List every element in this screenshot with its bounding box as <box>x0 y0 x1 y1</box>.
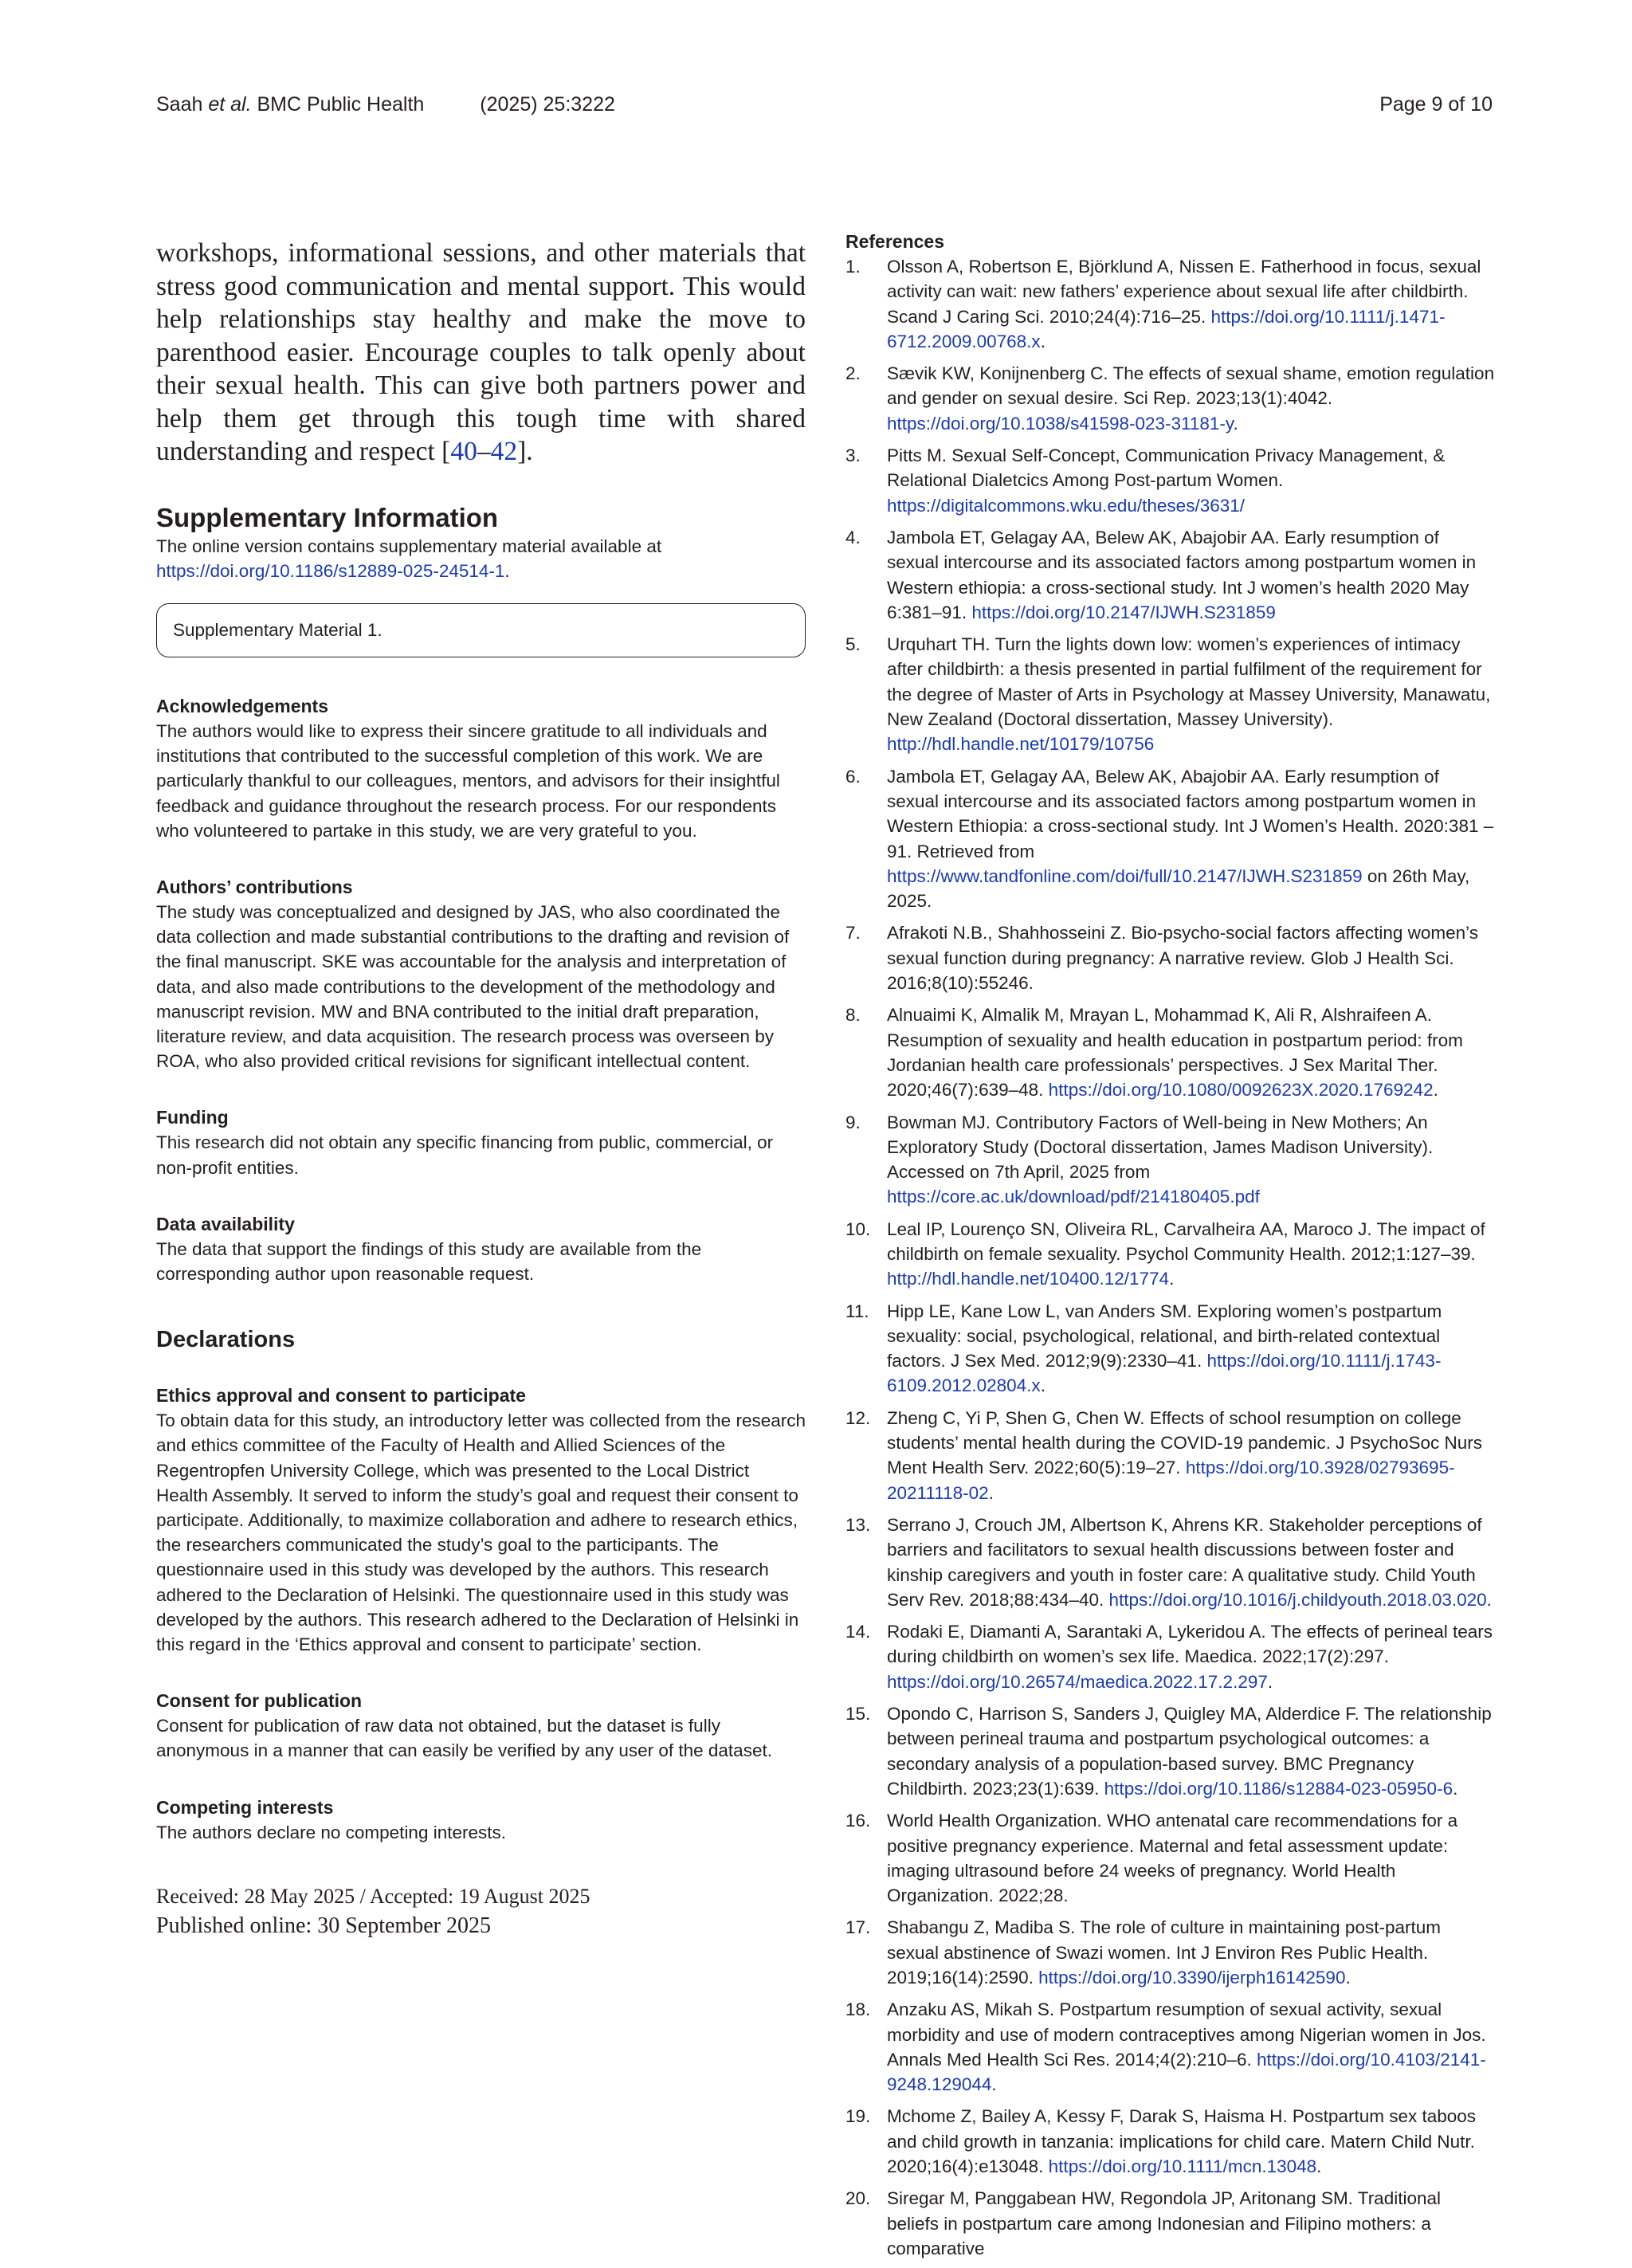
reference-citation: Jambola ET, Gelagay AA, Belew AK, Abajobir AA. Early resumption of sexual intercourse and its associated factors among postpartum women in Western ethiopia: a cross-sectional study. Int J women’s health 2020 May 6:381–91. <box>887 527 1477 622</box>
reference-number: 4. <box>845 527 861 547</box>
reference-citation: Pitts M. Sexual Self-Concept, Communication Privacy Management, & Relational Dialetcics Among Post-partum Women. <box>887 445 1446 491</box>
reference-text <box>887 1003 1495 1102</box>
funding-heading: Funding <box>156 1107 229 1128</box>
reference-item <box>845 1915 1495 1990</box>
reference-citation: Mchome Z, Bailey A, Kessy F, Darak S, Haisma H. Postpartum sex taboos and child growth in tanzania: implications for child care. Matern Child Nutr. 2020;16(4):e13048. <box>887 2106 1477 2177</box>
supplementary-text-body: The online version contains supplementary material available at <box>156 536 662 556</box>
supplementary-heading: Supplementary Information <box>156 502 499 532</box>
reference-number: 11. <box>845 1301 869 1321</box>
reference-citation: Alnuaimi K, Almalik M, Mrayan L, Mohammad K, Ali R, Alshraifeen A. Resumption of sexuality and health education in postpartum period: from Jordanian health care professionals’ perspectives. J Sex Marital Ther. 2020;46(7):639–48. <box>887 1005 1463 1101</box>
reference-text <box>887 443 1495 518</box>
reference-number: 13. <box>845 1514 871 1535</box>
reference-citation: Anzaku AS, Mikah S. Postpartum resumption of sexual activity, sexual morbidity and use of modern contraceptives among Nigerian women in Jos. Annals Med Health Sci Res. 2014;4(2):210–6. <box>887 1999 1486 2070</box>
reference-citation: Olsson A, Robertson E, Björklund A, Nissen E. Fatherhood in focus, sexual activity can wait: new fathers’ experience about sexual life after childbirth. Scand J Caring Sci. 2010;24(4):716–25. <box>887 257 1481 327</box>
reference-text <box>887 2104 1495 2179</box>
reference-item <box>845 525 1495 625</box>
contributions-text: The study was conceptualized and designed by JAS, who also coordinated the data collection and made substantial contributions to the drafting and revision of the final manuscript. SKE was accountable for the analysis and interpretation of data, and also made contributions to the development of the methodology and manuscript revision. MW and BNA contributed to the initial draft preparation, literature review, and data acquisition. The research process was overseen by ROA, who also provided critical revisions for significant intellectual content. <box>156 901 790 1072</box>
ref-link-40[interactable]: 40 <box>450 437 477 466</box>
reference-citation-end: . <box>1453 1778 1458 1799</box>
reference-citation-end: . <box>1040 331 1046 351</box>
reference-number: 5. <box>845 634 861 655</box>
reference-citation-end: . <box>1486 1589 1492 1610</box>
reference-number: 9. <box>845 1112 861 1132</box>
reference-citation: Serrano J, Crouch JM, Albertson K, Ahrens KR. Stakeholder perceptions of barriers and facilitators to sexual health discussions between foster and kinship caregivers and youth in foster care: A qualitative study. Child Youth Serv Rev. 2018;88:434–40. <box>887 1514 1482 1610</box>
reference-citation: Bowman MJ. Contributory Factors of Well-being in New Mothers; An Exploratory Study (Doctoral dissertation, James Madison University). Accessed on 7th April, 2025 from <box>887 1112 1434 1183</box>
reference-number: 8. <box>845 1005 861 1026</box>
reference-item <box>845 2186 1495 2261</box>
reference-text <box>887 920 1495 995</box>
published-date: Published online: 30 September 2025 <box>156 1913 491 1938</box>
reference-link[interactable]: https://www.tandfonline.com/doi/full/10.2147/IJWH.S231859 <box>887 865 1363 886</box>
reference-number: 18. <box>845 1999 871 2020</box>
supplementary-text-end: . <box>504 560 510 581</box>
left-column <box>156 237 806 1940</box>
reference-citation-end: . <box>1040 1375 1046 1396</box>
data-availability-heading: Data availability <box>156 1213 295 1234</box>
reference-link[interactable]: https://doi.org/10.1111/j.1471-6712.2009.00768.x <box>887 306 1446 351</box>
consent-text: Consent for publication of raw data not obtained, but the dataset is fully anonymous in a manner that can easily be verified by any user of the dataset. <box>156 1716 772 1761</box>
reference-item <box>845 920 1495 995</box>
reference-item <box>845 361 1495 436</box>
reference-link[interactable]: https://doi.org/10.1111/mcn.13048 <box>1048 2156 1317 2177</box>
contributions-heading: Authors’ contributions <box>156 876 353 897</box>
reference-citation: Leal IP, Lourenço SN, Oliveira RL, Carvalheira AA, Maroco J. The impact of childbirth on female sexuality. Psychol Community Health. 2012;1:127–39. <box>887 1218 1485 1264</box>
reference-citation-end: . <box>1233 413 1238 434</box>
consent-heading: Consent for publication <box>156 1690 363 1712</box>
reference-number: 3. <box>845 445 861 466</box>
reference-link[interactable]: https://doi.org/10.3928/02793695-20211118-02 <box>887 1458 1455 1503</box>
reference-item <box>845 443 1495 518</box>
reference-item <box>845 254 1495 354</box>
reference-number: 20. <box>845 2188 871 2209</box>
reference-item <box>845 1110 1495 1210</box>
reference-item <box>845 1997 1495 2097</box>
reference-number: 16. <box>845 1811 871 1831</box>
competing-interests-text: The authors declare no competing interests. <box>156 1822 506 1842</box>
body-paragraph <box>156 237 806 469</box>
reference-text <box>887 2186 1495 2261</box>
reference-item <box>845 1406 1495 1505</box>
reference-text <box>887 1110 1495 1210</box>
reference-item <box>845 1513 1495 1612</box>
supplementary-link[interactable]: https://doi.org/10.1186/s12889-025-24514-1 <box>156 560 505 581</box>
declarations-heading: Declarations <box>156 1327 296 1353</box>
reference-link[interactable]: http://hdl.handle.net/10400.12/1774 <box>887 1269 1170 1289</box>
reference-text <box>887 1997 1495 2097</box>
reference-link[interactable]: https://core.ac.uk/download/pdf/214180405.pdf <box>887 1187 1260 1207</box>
reference-number: 10. <box>845 1218 871 1239</box>
supplementary-text <box>156 534 806 583</box>
reference-text <box>887 1217 1495 1292</box>
reference-link[interactable]: https://doi.org/10.1038/s41598-023-31181-y <box>887 413 1234 434</box>
running-header-citation <box>156 91 615 118</box>
reference-link[interactable]: https://doi.org/10.1016/j.childyouth.2018.03.020 <box>1108 1589 1487 1610</box>
reference-text <box>887 632 1495 756</box>
ethics-text: To obtain data for this study, an introductory letter was collected from the research and ethics committee of the Faculty of Health and Allied Sciences of the Regentropfen University College, which was presented to the Local District Health Assembly. It served to inform the study’s goal and request their consent to participate. Additionally, to maximize collaboration and adhere to research ethics, the researchers communicated the study’s goal to the participants. The questionnaire used in this study was developed by the authors. This research adhered to the Declaration of Helsinki. The questionnaire used in this study was developed by the authors. This research adhered to the Declaration of Helsinki in this regard in the ‘Ethics approval and consent to participate’ section. <box>156 1411 806 1654</box>
reference-citation: Jambola ET, Gelagay AA, Belew AK, Abajobir AA. Early resumption of sexual intercourse and its associated factors among postpartum women in Western Ethiopia: a cross-sectional study. Int J Women’s Health. 2020:381 – 91. Retrieved from <box>887 766 1494 861</box>
ref-dash: – <box>477 437 491 466</box>
reference-link[interactable]: https://doi.org/10.4103/2141-9248.129044 <box>887 2049 1486 2095</box>
header-authors: Saah <box>156 93 209 116</box>
reference-item <box>845 632 1495 756</box>
reference-citation: Sævik KW, Konijnenberg C. The effects of sexual shame, emotion regulation and gender on sexual desire. Sci Rep. 2023;13(1):4042. <box>887 363 1495 409</box>
reference-citation-end: . <box>1316 2156 1322 2177</box>
reference-citation-end: . <box>988 1482 994 1503</box>
reference-citation: Hipp LE, Kane Low L, van Anders SM. Exploring women’s postpartum sexuality: social, psychological, relational, and birth-related contextual factors. J Sex Med. 2012;9(9):2330–41. <box>887 1301 1442 1371</box>
reference-item <box>845 764 1495 914</box>
reference-text <box>887 361 1495 436</box>
ref-link-42[interactable]: 42 <box>490 437 518 466</box>
reference-citation-end: . <box>1345 1968 1351 1987</box>
reference-link[interactable]: https://doi.org/10.1111/j.1743-6109.2012.02804.x <box>887 1351 1442 1396</box>
reference-link[interactable]: https://doi.org/10.2147/IJWH.S231859 <box>971 602 1276 622</box>
reference-citation: Rodaki E, Diamanti A, Sarantaki A, Lykeridou A. The effects of perineal tears during childbirth on women’s sex life. Maedica. 2022;17(2):297. <box>887 1622 1493 1667</box>
reference-citation: Shabangu Z, Madiba S. The role of culture in maintaining post-partum sexual abstinence of Swazi women. Int J Environ Res Public Health. 2019;16(14):2590. <box>887 1917 1441 1987</box>
reference-citation: Siregar M, Panggabean HW, Regondola JP, Aritonang SM. Traditional beliefs in postpartum care among Indonesian and Filipino mothers: a comparative <box>887 2188 1441 2258</box>
reference-text <box>887 1406 1495 1505</box>
reference-link[interactable]: https://doi.org/10.3390/ijerph16142590 <box>1038 1968 1346 1987</box>
reference-text <box>887 1701 1495 1801</box>
body-text-end: ]. <box>517 437 533 466</box>
reference-text <box>887 1299 1495 1399</box>
reference-number: 19. <box>845 2106 871 2127</box>
header-journal: BMC Public Health <box>251 93 425 116</box>
publication-dates <box>156 1881 806 1940</box>
reference-text <box>887 1808 1495 1908</box>
reference-number: 15. <box>845 1704 871 1725</box>
data-availability-text: The data that support the findings of this study are available from the corresponding author upon reasonable request. <box>156 1238 702 1284</box>
funding-text: This research did not obtain any specific financing from public, commercial, or non-profit entities. <box>156 1132 774 1178</box>
references-list <box>845 254 1495 2261</box>
reference-citation: World Health Organization. WHO antenatal care recommendations for a positive pregnancy experience. Maternal and fetal assessment update: imaging ultrasound before 24 weeks of pregnancy. World Health Organization. 2022;28. <box>887 1811 1458 1906</box>
references-column <box>845 229 1495 2268</box>
reference-citation-end: . <box>1169 1269 1175 1289</box>
reference-number: 7. <box>845 923 861 944</box>
reference-link[interactable]: https://doi.org/10.26574/maedica.2022.17.2.297 <box>887 1671 1268 1692</box>
reference-item <box>845 2104 1495 2179</box>
reference-link[interactable]: https://digitalcommons.wku.edu/theses/3631/ <box>887 495 1246 516</box>
reference-citation-end: . <box>1267 1671 1273 1692</box>
reference-link[interactable]: http://hdl.handle.net/10179/10756 <box>887 734 1155 755</box>
reference-text <box>887 1915 1495 1990</box>
header-citation: (2025) 25:3222 <box>480 93 615 116</box>
acknowledgements-heading: Acknowledgements <box>156 695 328 716</box>
reference-item <box>845 1619 1495 1694</box>
reference-link[interactable]: https://doi.org/10.1186/s12884-023-05950-6 <box>1104 1778 1454 1799</box>
reference-citation: Opondo C, Harrison S, Sanders J, Quigley MA, Alderdice F. The relationship between perineal trauma and postpartum psychological outcomes: a secondary analysis of a population-based survey. BMC Pregnancy Childbirth. 2023;23(1):639. <box>887 1704 1492 1799</box>
reference-item <box>845 1701 1495 1801</box>
reference-text <box>887 1619 1495 1694</box>
reference-citation: Afrakoti N.B., Shahhosseini Z. Bio-psycho-social factors affecting women’s sexual function during pregnancy: A narrative review. Glob J Health Sci. 2016;8(10):55246. <box>887 923 1479 994</box>
received-accepted-date: Received: 28 May 2025 / Accepted: 19 August 2025 <box>156 1884 590 1908</box>
reference-citation: Urquhart TH. Turn the lights down low: women’s experiences of intimacy after childbirth: a thesis presented in partial fulfilment of the requirement for the degree of Master of Arts in Psychology at Massey University, Manawatu, New Zealand (Doctoral dissertation, Massey University). <box>887 634 1491 730</box>
reference-number: 17. <box>845 1917 871 1938</box>
header-etal: et al. <box>208 93 252 116</box>
reference-citation-end: on 26th May, 2025. <box>887 865 1470 912</box>
supplementary-material-label: Supplementary Material 1. <box>173 619 382 640</box>
supplementary-material-box[interactable] <box>156 603 806 657</box>
reference-text <box>887 525 1495 625</box>
reference-item <box>845 1217 1495 1292</box>
reference-number: 6. <box>845 766 861 787</box>
page-number: Page 9 of 10 <box>1379 93 1493 116</box>
reference-item <box>845 1299 1495 1399</box>
reference-text <box>887 1513 1495 1612</box>
reference-number: 14. <box>845 1622 871 1642</box>
reference-citation-end: . <box>1433 1080 1438 1101</box>
ethics-heading: Ethics approval and consent to participate <box>156 1385 526 1407</box>
reference-number: 2. <box>845 363 861 384</box>
competing-interests-heading: Competing interests <box>156 1796 334 1818</box>
reference-item <box>845 1808 1495 1908</box>
reference-number: 12. <box>845 1407 871 1428</box>
reference-citation: Zheng C, Yi P, Shen G, Chen W. Effects of school resumption on college students’ mental health during the COVID-19 pandemic. J PsychoSoc Nurs Ment Health Serv. 2022;60(5):19–27. <box>887 1407 1483 1478</box>
acknowledgements-text: The authors would like to express their sincere gratitude to all individuals and institutions that contributed to the successful completion of this work. We are particularly thankful to our colleagues, mentors, and advisors for their insightful feedback and guidance throughout the research process. For our respondents who volunteered to partake in this study, we are very grateful to you. <box>156 720 780 841</box>
reference-text <box>887 254 1495 354</box>
reference-item <box>845 1003 1495 1102</box>
reference-text <box>887 764 1495 914</box>
reference-number: 1. <box>845 257 861 277</box>
references-heading: References <box>845 231 945 252</box>
reference-citation-end: . <box>991 2074 997 2095</box>
body-text: workshops, informational sessions, and other materials that stress good communication and mental support. This would help relationships stay healthy and make the move to parenthood easier. Encourage couples to talk openly about their sexual health. This can give both partners power and help them get through this tough time with shared understanding and respect [ <box>156 238 806 466</box>
reference-link[interactable]: https://doi.org/10.1080/0092623X.2020.1769242 <box>1048 1080 1434 1101</box>
